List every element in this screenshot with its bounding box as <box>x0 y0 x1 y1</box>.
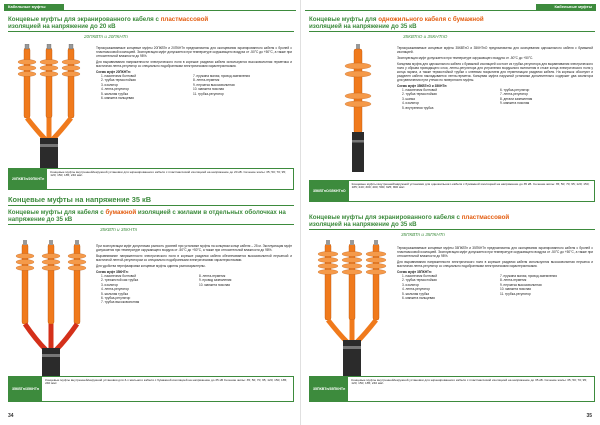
list-item: 10. манжета поясная <box>500 287 531 292</box>
list-item: 2. трубка термостойкая <box>402 92 437 97</box>
left-sec1-note <box>8 168 294 190</box>
right-page <box>300 0 600 425</box>
right-sec2-title: Концевые муфты для экранированного кабеля с пластмассовой изоляцией на напряжение до 35 кВ <box>309 214 510 228</box>
left-sec2-title: Концевые муфты для кабеля с бумажной изоляцией с жилами в отдельных оболочках на напряжение до 35 кВ <box>8 209 286 223</box>
list-item: 11. трубка-регулятор <box>193 91 224 96</box>
list-item: 1. наконечник болтовой <box>101 274 136 278</box>
left-page-number: 34 <box>8 412 14 419</box>
right-sec2-body: Термоусаживаемые концевые муфты 35ПКВТп и 35ПКНТп предназначены для оконцевания экранированного кабеля с броней с пластмассовой изоляцией. Эксплуатация муфт допускается при температуре окружающего воздуха от -50°C до +50°C, а также при относительной влажности до 98%. Для выравнивания напряженности электрического поля в корешке разделки кабеля используются высоковольтная перчатка и мастичная лента-регулятор со специально подобранными электрическими характеристиками. Схема муфт 35ПКНТп: 1. наконечник болтовой 2. трубка термостойкая 3. изолятор 4. лента-регулятор 5. жильная трубка 6. манжета пальцевая 7. пружина малая, провод заземления 8. лента-герметик 9. перчатка высоковольтная 10. манжета поясная 11. трубка-регулятор <box>397 246 593 300</box>
list-item: 9. провод заземления <box>199 278 232 283</box>
right-sec1-subtitle: 35КВТпО и 35КНТпО <box>403 34 448 39</box>
right-header-rule <box>305 10 596 11</box>
list-item: 5. жильная трубка <box>101 291 129 296</box>
right-sec1-sleeve-image <box>335 44 381 174</box>
list-item: 1. наконечник болтовой <box>402 88 437 92</box>
right-sec2-sleeve-image <box>311 240 393 380</box>
list-item: 9. манжета поясная <box>500 101 530 106</box>
list-item: 2. трубка термостойкая <box>402 278 437 283</box>
right-sec1-note <box>309 180 595 202</box>
left-sec1-title: Концевые муфты для экранированного кабеля с пластмассовой изоляцией на напряжение до 20 кВ <box>8 16 209 30</box>
list-item: 9. перчатка высоковольтная <box>500 282 542 287</box>
right-sec2-subtitle: 35ПКВТп и 35ПКНТп <box>401 232 445 237</box>
list-item: 4. лента-регулятор <box>402 287 430 292</box>
list-item: 6. трубка-регулятор <box>500 88 530 92</box>
left-sec1-sleeve-image <box>10 44 92 174</box>
list-item: 7. пружина малая, провод заземления <box>193 74 250 78</box>
left-sec1-subtitle: 20ПКВТп и 20ПКНТп <box>84 34 128 39</box>
list-item: 7. трубка высоковольтная <box>101 300 140 305</box>
list-item: 4. лента-регулятор <box>101 287 129 292</box>
list-item: 5. внутренняя трубка <box>402 105 434 110</box>
list-item: 3. изолятор <box>101 82 119 87</box>
list-item: 1. наконечник болтовой <box>402 274 437 278</box>
left-sec2-subtitle: 35КВТп и 35КНТп <box>100 227 138 232</box>
list-item: 6. манжета пальцевая <box>402 295 435 300</box>
left-sec1-body: Термоусаживаемые концевые муфты 20ПКВТп и 20ПКНТп предназначены для оконцевания экранированного кабеля с броней с пластмассовой изоляцией. Эксплуатация муфт допускается при температуре окружающего воздуха от -50°C до +50°C, а также при относительной влажности до 98%. Для выравнивания напряженности электрического поля в корешке разделки кабеля используются высоковольтная герметика и мастичная лента-регулятор со специально подобранными электрическими характеристиками. Схема муфт 20ПКНТп: 1. наконечник болтовой 2. трубка термостойкая 3. изолятор 4. лента-регулятор 5. жильная трубка 6. манжета пальцевая 7. пружина малая, провод заземления 8. лента-герметик 9. перчатка высоковольтная 10. манжета поясная 11. трубка-регулятор <box>96 46 292 100</box>
right-sec2-note-text: Концевые муфты внутренней/наружной установки для экранированного кабеля с пластмассовой изоляцией на напряжение до 35 кВ. Сечение жилы: 35; 50; 70; 95; 120; 150; 185; 240 мм². <box>351 377 587 386</box>
left-section-1-heading <box>8 16 294 40</box>
list-item: 7. пружина малая, провод заземления <box>500 274 557 278</box>
left-sec2-note <box>8 376 294 402</box>
right-section-1-heading <box>309 16 595 40</box>
left-sec2-components <box>96 274 292 305</box>
left-sec1-components <box>96 74 292 100</box>
list-item: 5. жильная трубка <box>101 91 129 96</box>
list-item: 2. трубка термостойкая <box>101 78 136 83</box>
right-sec1-note-text: Концевые муфты внутренней/наружной установки для одножильного кабеля с бумажной изоляцией на напряжение до 35 кВ. Сечение жилы: 35; 50; 70; 95; 120; 150; 185; 240; 300; 400; 500; 625; 800 мм². <box>351 181 590 190</box>
list-item: 3. изолятор <box>101 282 119 287</box>
list-item: 8. лента-герметик <box>500 278 527 283</box>
right-page-number: 35 <box>586 412 592 419</box>
right-sec2-note-badge: 35ПКВТп/35ПКНТп <box>310 377 348 401</box>
right-sec1-note-badge: 35КВТпО/35КНТпО <box>310 181 349 201</box>
list-item: 7. лента-регулятор <box>500 92 528 97</box>
list-item: 4. изолятор <box>402 101 420 106</box>
list-item: 3. шапка <box>402 96 415 101</box>
list-item: 8. детали заземления <box>500 96 533 101</box>
right-sec1-components-title: Схема муфт 35КВТпО и 35КНТп: <box>397 84 448 88</box>
right-sec2-components-title: Схема муфт 35ПКНТп: <box>397 270 432 274</box>
left-sec2-sleeve-image <box>10 240 92 390</box>
list-item: 5. жильная трубка <box>402 291 430 296</box>
list-item: 10. манжета поясная <box>199 282 230 287</box>
right-sec1-body: Термоусаживаемые концевые муфты 35КВТпО и 35КНТпО предназначены для оконцевания одножильного кабеля с бумажной изоляцией. Эксплуатация муфт допускается при температуре окружающего воздуха от -50°C до +50°C. Концевая муфта для одножильного кабеля с бумажной изоляцией состоит из трубки-регулятора для выравнивания электрического поля у обрыва проводящего слоя, ленты-регулятора для устранения воздушного включения в стыке конца электрического поля у конца экрана, а также термостойкой трубки с клеевым покрытием для герметизации разделки кабеля. На корешок обоснуют и разделен кабеля накладывается лента-герметик. Концевая муфта наружной установки дополнительно содержит два изолятора для увеличения пути утечки по поверхности муфты. Схема муфт 35КВТпО и 35КНТп: 1. наконечник болтовой 2. трубка термостойкая 3. шапка 4. изолятор 5. внутренняя трубка 6. трубка-регулятор 7. лента-регулятор 8. детали заземления 9. манжета поясная <box>397 46 593 110</box>
left-sec2-note-text: Концевые муфты внутренней/наружной установки для 3-х жильного кабеля с бумажной изоляцией на напряжение до 35 кВ Сечение жилы: 35; 50; 70; 95; 120; 150; 185; 240 мм². <box>45 377 288 386</box>
list-item: 6. трубка-регулятор <box>101 295 131 300</box>
right-sec1-title: Концевые муфты для одножильного кабеля с бумажной изоляцией на напряжение до 35 кВ <box>309 16 484 30</box>
list-item: 9. перчатка высоковольтная <box>193 82 235 87</box>
list-item: 4. лента-регулятор <box>101 87 129 92</box>
left-sec2-body: При эксплуатации муфт допустимая разность уровней при установке муфты на концевом конце кабеля – 25 м. Эксплуатация муфт допускается при температуре окружающего воздуха от -50°C до +50°C, а также при относительной влажности до 98%. Выравнивание напряженности электрического поля в корешке разделки кабеля обеспечивается высоковольтной перчаткой и мастичной лентой-регулятором со специально подобранными электрическими характеристиками. Для удобства перефазировки концевые муфты одинны разнохарактерны. Схема муфт 35КНТп: 1. наконечник болтовой 2. трехжестой кая трубка 3. изолятор 4. лента-регулятор 5. жильная трубка 6. трубка-регулятор 7. трубка высоковольтная 8. лента-герметик 9. провод заземления 10. манжета поясная <box>96 244 292 305</box>
list-item: 1. наконечник болтовой <box>101 74 136 78</box>
left-header-rule <box>4 10 296 11</box>
left-sec2-main-title: Концевые муфты на напряжение 35 кВ <box>8 195 152 204</box>
left-sec1-note-badge: 20ПКВТп/20ПКНТп <box>9 169 47 189</box>
left-section-2-heading <box>8 196 294 233</box>
left-sec2-components-title: Схема муфт 35КНТп: <box>96 270 129 274</box>
list-item: 2. трехжестой кая трубка <box>101 278 139 283</box>
list-item: 8. лента-герметик <box>193 78 220 83</box>
right-section-2-heading <box>309 214 595 238</box>
right-sec1-components <box>397 88 593 110</box>
left-header: Кабельные муфты <box>4 4 64 10</box>
left-sec2-note-badge: 35КВТп/35КНТп <box>9 377 42 401</box>
list-item: 3. изолятор <box>402 282 420 287</box>
list-item: 8. лента-герметик <box>199 274 226 278</box>
right-header: Кабельные муфты <box>536 4 596 10</box>
left-sec1-components-title: Схема муфт 20ПКНТп: <box>96 70 131 74</box>
list-item: 10. манжета поясная <box>193 87 224 92</box>
right-sec2-components <box>397 274 593 300</box>
right-sec2-note <box>309 376 595 402</box>
left-sec1-note-text: Концевые муфты внутренней/наружной установки для экранированного кабеля с пластмассовой изоляцией на напряжение до 20 кВ. Сечение жилы: 35; 50; 70; 95; 120; 150; 185; 240 мм². <box>50 169 286 178</box>
list-item: 11. трубка-регулятор <box>500 291 531 296</box>
list-item: 6. манжета пальцевая <box>101 95 134 100</box>
